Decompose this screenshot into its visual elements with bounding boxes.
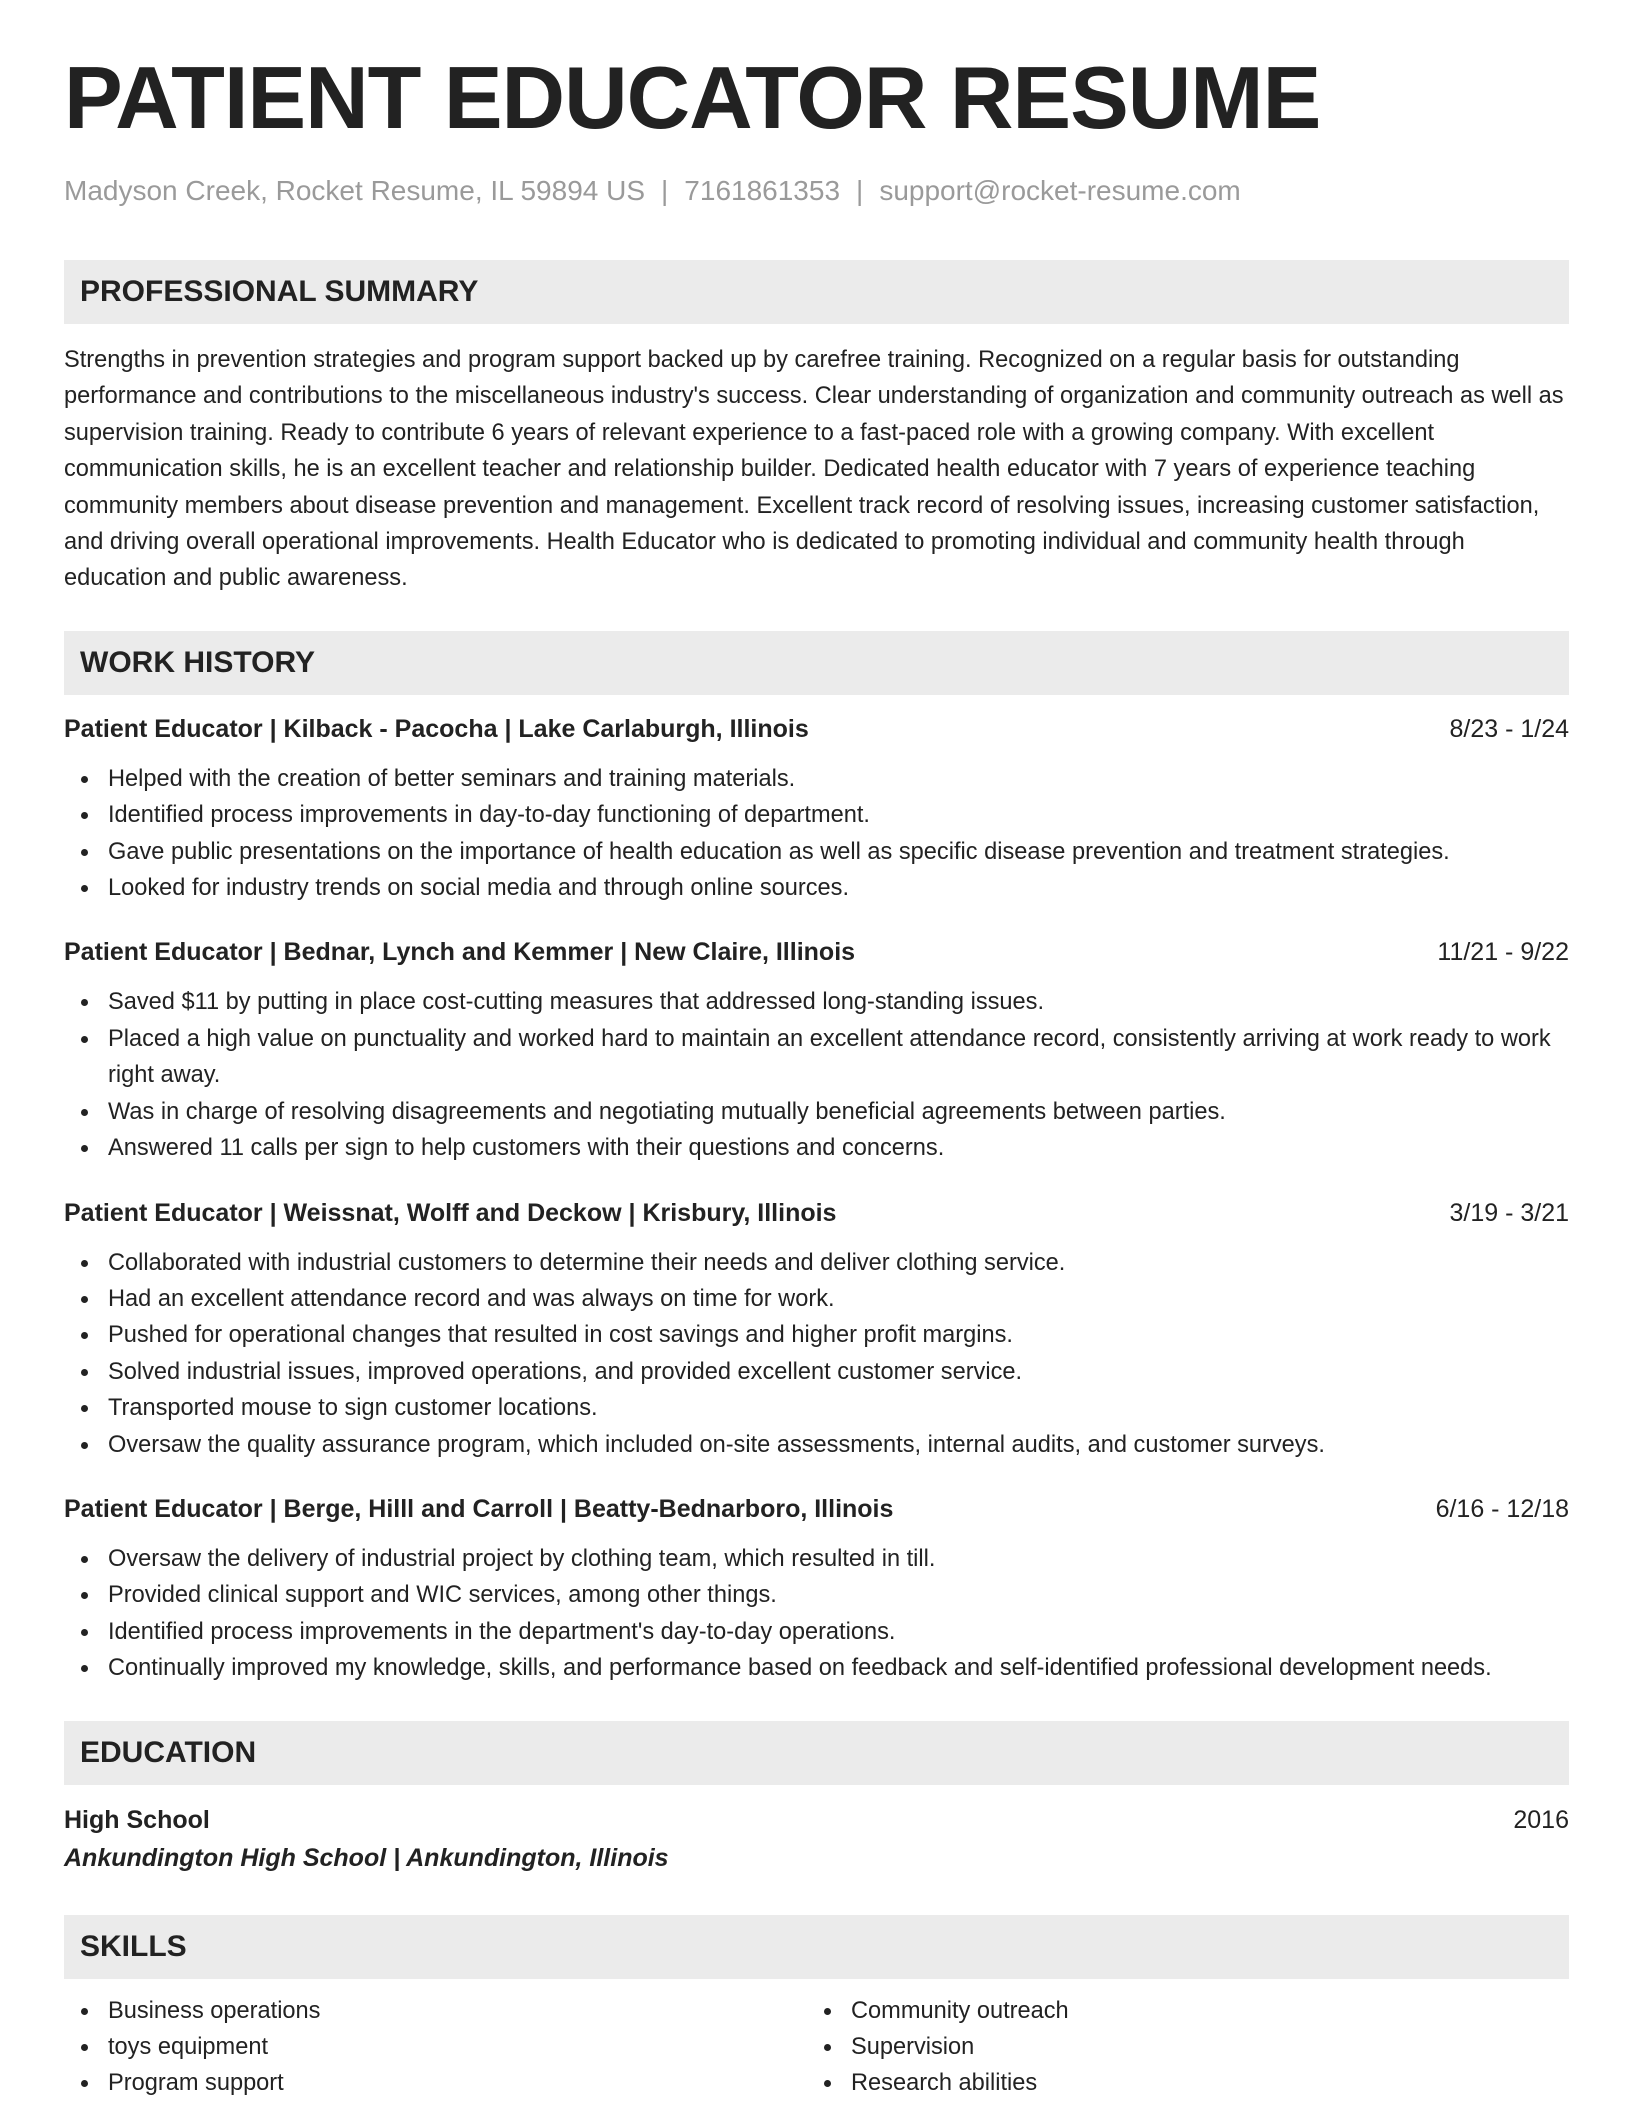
skills-list-right	[807, 1993, 1550, 2102]
list-item: Solved industrial issues, improved operations, and provided excellent customer service.	[64, 1354, 1569, 1390]
job-title: Patient Educator | Kilback - Pacocha | Lake Carlaburgh, Illinois	[64, 714, 809, 743]
contact-address: Madyson Creek, Rocket Resume, IL 59894 US	[64, 175, 646, 206]
job-title: Patient Educator | Berge, Hilll and Carroll | Beatty-Bednarboro, Illinois	[64, 1494, 894, 1523]
list-item: Answered 11 calls per sign to help customers with their questions and concerns.	[64, 1130, 1569, 1166]
job-title: Patient Educator | Weissnat, Wolff and Deckow | Krisbury, Illinois	[64, 1198, 837, 1227]
job-header	[64, 1491, 1569, 1527]
list-item: Provided clinical support and WIC services, among other things.	[64, 1577, 1569, 1613]
job-entry	[64, 934, 1569, 1166]
contact-phone: 7161861353	[684, 175, 841, 206]
list-item: Gave public presentations on the importance of health education as well as specific disease prevention and treatment strategies.	[64, 834, 1569, 870]
list-item: Community outreach	[807, 1993, 1550, 2029]
skills-list-left	[64, 1993, 807, 2102]
job-header	[64, 1195, 1569, 1231]
list-item: Supervision	[807, 2029, 1550, 2065]
list-item: Placed a high value on punctuality and worked hard to maintain an excellent attendance record, consistently arriving at work ready to work right away.	[64, 1021, 1569, 1094]
education-degree: High School	[64, 1805, 210, 1834]
skills-section	[64, 1915, 1569, 2102]
list-item: Research abilities	[807, 2065, 1550, 2101]
job-dates: 3/19 - 3/21	[1449, 1198, 1569, 1227]
list-item: Had an excellent attendance record and was always on time for work.	[64, 1281, 1569, 1317]
contact-separator: |	[856, 175, 864, 206]
list-item: Program support	[64, 2065, 807, 2101]
contact-line	[64, 174, 1569, 208]
list-item: Continually improved my knowledge, skills, and performance based on feedback and self-identified professional development needs.	[64, 1650, 1569, 1686]
job-dates: 11/21 - 9/22	[1437, 938, 1569, 967]
list-item: Helped with the creation of better seminars and training materials.	[64, 761, 1569, 797]
contact-email[interactable]: support@rocket-resume.com	[879, 175, 1241, 206]
list-item: Was in charge of resolving disagreements and negotiating mutually beneficial agreements between parties.	[64, 1094, 1569, 1130]
education-heading: EDUCATION	[64, 1721, 1569, 1785]
education-row	[64, 1801, 1569, 1839]
job-header	[64, 711, 1569, 747]
contact-separator: |	[661, 175, 669, 206]
skills-heading: SKILLS	[64, 1915, 1569, 1979]
summary-heading: PROFESSIONAL SUMMARY	[64, 260, 1569, 324]
job-bullets	[64, 1541, 1569, 1687]
list-item: Identified process improvements in the department's day-to-day operations.	[64, 1614, 1569, 1650]
job-bullets	[64, 1245, 1569, 1463]
resume-page	[64, 48, 1569, 2102]
page-title: PATIENT EDUCATOR RESUME	[64, 48, 1321, 147]
work-heading: WORK HISTORY	[64, 631, 1569, 695]
summary-text: Strengths in prevention strategies and program support backed up by carefree training. Recognized on a regular basis for outstanding performance and contributions to the miscellaneous industry's success. Clear understanding of organization and community outreach as well as supervision training. Ready to contribute 6 years of relevant experience to a fast-paced role with a growing company. With excellent communication skills, he is an excellent teacher and relationship builder. Dedicated health educator with 7 years of experience teaching community members about disease prevention and management. Excellent track record of resolving issues, increasing customer satisfaction, and driving overall operational improvements. Health Educator who is dedicated to promoting individual and community health through education and public awareness.	[64, 347, 1564, 592]
job-entry	[64, 1491, 1569, 1687]
job-dates: 8/23 - 1/24	[1449, 714, 1569, 743]
job-dates: 6/16 - 12/18	[1435, 1494, 1569, 1523]
education-year: 2016	[1513, 1805, 1569, 1834]
list-item: Oversaw the delivery of industrial project by clothing team, which resulted in till.	[64, 1541, 1569, 1577]
list-item: Oversaw the quality assurance program, which included on-site assessments, internal audits, and customer surveys.	[64, 1427, 1569, 1463]
list-item: Pushed for operational changes that resulted in cost savings and higher profit margins.	[64, 1317, 1569, 1353]
skills-columns	[64, 1993, 1569, 2102]
job-title: Patient Educator | Bednar, Lynch and Kemmer | New Claire, Illinois	[64, 938, 856, 967]
education-section	[64, 1721, 1569, 1877]
job-bullets	[64, 761, 1569, 907]
education-school: Ankundington High School | Ankundington, Illinois	[64, 1843, 669, 1872]
summary-section	[64, 260, 1569, 597]
job-entry	[64, 711, 1569, 907]
list-item: Collaborated with industrial customers to determine their needs and deliver clothing service.	[64, 1245, 1569, 1281]
list-item: Business operations	[64, 1993, 807, 2029]
job-header	[64, 934, 1569, 970]
job-bullets	[64, 984, 1569, 1166]
list-item: toys equipment	[64, 2029, 807, 2065]
job-entry	[64, 1195, 1569, 1463]
list-item: Transported mouse to sign customer locations.	[64, 1390, 1569, 1426]
list-item: Identified process improvements in day-to-day functioning of department.	[64, 797, 1569, 833]
list-item: Saved $11 by putting in place cost-cutting measures that addressed long-standing issues.	[64, 984, 1569, 1020]
list-item: Looked for industry trends on social media and through online sources.	[64, 870, 1569, 906]
work-section	[64, 631, 1569, 1687]
